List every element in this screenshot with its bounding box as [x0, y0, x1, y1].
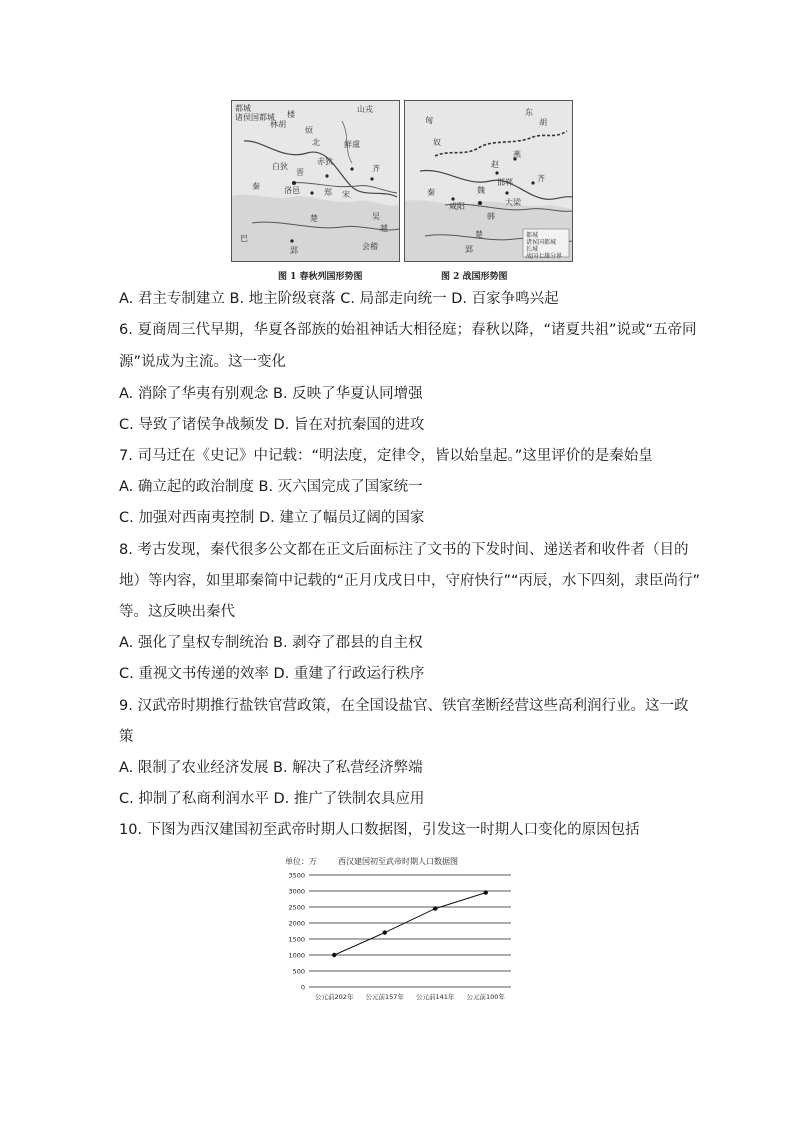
map1-label: 晋 — [296, 168, 304, 177]
q7-options: A. 确立起的政治制度 B. 灭六国完成了国家统一 — [119, 479, 423, 495]
map2-label: 大梁 — [505, 198, 521, 207]
q5-options: A. 君主专制建立 B. 地主阶级衰落 C. 局部走向统一 D. 百家争鸣兴起 — [119, 291, 559, 307]
population-chart — [283, 852, 523, 1007]
map1-label: 赤狄 — [317, 157, 333, 166]
map2-legend-2: 诸侯国都城 — [526, 239, 557, 246]
map2-label: 楚 — [475, 230, 483, 239]
q9-stem: 9. 汉武帝时期推行盐铁官营政策，在全国设盐官、铁官垄断经营这些高利润行业。这一政 — [119, 698, 689, 714]
map1-label: 宋 — [342, 190, 350, 199]
y-tick-label: 1500 — [288, 935, 305, 944]
map1-legend-2: 诸侯国都城 — [235, 113, 275, 122]
map2-legend-3: 长城 — [526, 246, 539, 253]
data-point — [332, 953, 336, 957]
map2-label: 邯郸 — [497, 178, 513, 187]
map1-label: 楼 — [287, 110, 295, 119]
map2-label: 韩 — [487, 212, 495, 221]
map1-label: 巴 — [240, 234, 248, 243]
map1-label: 北 — [312, 138, 320, 147]
data-point — [484, 890, 488, 894]
map1-label: 山戎 — [357, 105, 373, 114]
map2-legend-1: 都城 — [526, 232, 539, 239]
map1-legend-1: 都城 — [235, 104, 251, 113]
y-tick-label: 2000 — [288, 919, 305, 928]
map1-label: 白狄 — [272, 162, 288, 171]
y-tick-label: 2500 — [288, 903, 305, 912]
map1-label: 洛邑 — [284, 186, 300, 195]
q8-stem: 地）等内容，如里耶秦简中记载的“正月戊戌日中，守府快行”“丙辰，水下四刻，隶臣尚行” — [119, 573, 701, 589]
q8-options: C. 重视文书传递的效率 D. 重建了行政运行秩序 — [119, 666, 425, 682]
y-tick-label: 0 — [300, 983, 305, 992]
map2-label: 奴 — [433, 138, 441, 147]
q8-options: A. 强化了皇权专制统治 B. 剥夺了郡县的自主权 — [119, 635, 423, 651]
map1-label: 鲜虞 — [344, 140, 360, 149]
q6-options: A. 消除了华夷有别观念 B. 反映了华夏认同增强 — [119, 386, 423, 402]
map2-label: 咸阳 — [449, 202, 465, 211]
warring-states-map — [404, 100, 573, 262]
map1-label: 秦 — [252, 182, 260, 191]
map2-legend-4: 战国七雄分界 — [526, 253, 563, 260]
map2-label: 东 — [525, 108, 533, 117]
q9-options: A. 限制了农业经济发展 B. 解决了私营经济弊端 — [119, 760, 423, 776]
q9-options: C. 抑制了私商利润水平 D. 推广了铁制农具应用 — [119, 791, 425, 807]
x-tick-label: 公元前100年 — [466, 993, 505, 1001]
q6-options: C. 导致了诸侯争战频发 D. 旨在对抗秦国的进攻 — [119, 417, 425, 433]
series-line — [334, 893, 486, 955]
chart-unit-label: 单位：万 — [285, 857, 317, 866]
q9-stem: 策 — [119, 729, 134, 745]
map2-label: 匈 — [425, 116, 433, 125]
y-tick-label: 3000 — [288, 887, 305, 896]
q8-stem: 8. 考古发现，秦代很多公文都在正文后面标注了文书的下发时间、递送者和收件者（目的 — [119, 542, 689, 558]
y-tick-label: 3500 — [288, 871, 305, 880]
map2-label: 胡 — [539, 118, 547, 127]
map1-label: 越 — [380, 224, 388, 233]
q8-stem: 等。这反映出秦代 — [119, 604, 235, 620]
map2-label: 齐 — [537, 174, 545, 183]
map2-label: 秦 — [427, 188, 435, 197]
q6-stem: 6. 夏商周三代早期，华夏各部族的始祖神话大相径庭；春秋以降，“诸夏共祖”说或“五帝同 — [119, 322, 697, 338]
x-tick-label: 公元前202年 — [315, 993, 354, 1001]
q10-stem: 10. 下图为西汉建国初至武帝时期人口数据图，引发这一时期人口变化的原因包括 — [119, 822, 640, 838]
chart-title: 西汉建国初至武帝时期人口数据图 — [338, 857, 458, 866]
map1-label: 齐 — [372, 164, 380, 173]
map2-caption: 图 2 战国形势图 — [441, 272, 508, 282]
map2-label: 郢 — [465, 245, 473, 254]
map1-label: 吴 — [372, 212, 380, 221]
map1-label: 郑 — [324, 188, 332, 197]
x-tick-label: 公元前141年 — [416, 993, 455, 1001]
map1-label: 烦 — [305, 126, 313, 135]
map2-label: 魏 — [477, 186, 485, 195]
map1-label: 郢 — [290, 246, 298, 255]
data-point — [383, 930, 387, 934]
map1-label: 会稽 — [362, 242, 378, 251]
y-tick-label: 500 — [292, 967, 305, 976]
map2-label: 燕 — [513, 150, 521, 159]
map2-label: 赵 — [491, 160, 499, 169]
map1-label: 林胡 — [270, 120, 286, 129]
q7-stem: 7. 司马迁在《史记》中记载：“明法度，定律令，皆以始皇起。”这里评价的是秦始皇 — [119, 448, 653, 464]
data-point — [433, 906, 437, 910]
q7-options: C. 加强对西南夷控制 D. 建立了幅员辽阔的国家 — [119, 510, 425, 526]
q6-stem: 源”说成为主流。这一变化 — [119, 354, 287, 370]
y-tick-label: 1000 — [288, 951, 305, 960]
x-tick-label: 公元前157年 — [365, 993, 404, 1001]
map1-label: 楚 — [310, 214, 318, 223]
spring-autumn-map — [231, 100, 400, 262]
map1-caption: 图 1 春秋列国形势图 — [278, 272, 363, 282]
